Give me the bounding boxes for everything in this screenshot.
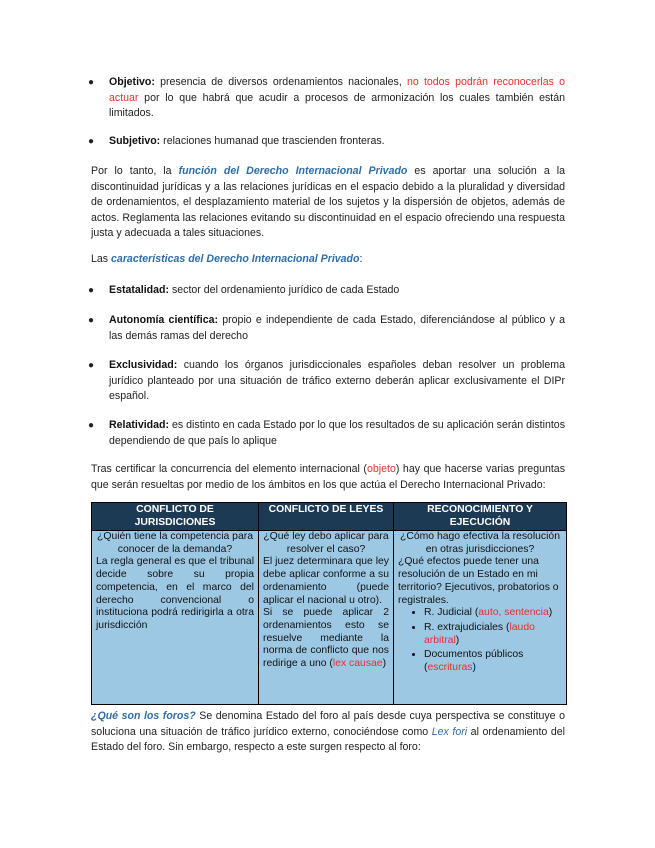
answer-text: ¿Qué efectos puede tener una resolución de un Estado en mi territorio? Ejecutivos, probatorios o registrales. xyxy=(398,556,559,606)
objetivo-text: presencia de diversos ordenamientos nacionales, xyxy=(154,76,407,88)
cell-jurisdicciones xyxy=(92,531,259,705)
answer-part: Si se puede aplicar 2 ordenamientos esto se resuelve mediante la norma de conflicto que nos redirige a uno ( xyxy=(263,607,389,670)
funcion-paragraph xyxy=(91,164,565,242)
bullet-marker: ● xyxy=(88,285,95,296)
lex-fori-term: Lex fori xyxy=(431,725,468,738)
list-item xyxy=(424,622,562,647)
cell-leyes xyxy=(259,531,394,705)
certificar-highlight: objeto xyxy=(366,463,396,475)
list-item-end: ) xyxy=(455,634,460,646)
question-text: ¿Qué ley debo aplicar para resolver el caso? xyxy=(263,531,389,555)
item-text: propio e independiente de cada Estado, diferenciándose al público y a las demás ramas del derecho xyxy=(109,314,565,342)
item-label: Exclusividad: xyxy=(109,359,178,371)
caracteristicas-intro xyxy=(91,252,565,268)
list-item-end: ) xyxy=(472,662,476,674)
ambitos-table xyxy=(91,502,567,705)
bullet-marker: ● xyxy=(88,77,95,88)
objetivo-text-end: por lo que habrá que acudir a procesos de armonización los cuales también están limitados. xyxy=(109,91,565,119)
bullet-marker: ● xyxy=(88,136,95,147)
foros-text: Se denomina Estado del foro al país desde cuya perspectiva se constituye o soluciona una situación de tráfico jurídico externo, conociéndose como xyxy=(91,710,565,738)
header-jurisdicciones: CONFLICTO DE JURISDICIONES xyxy=(92,503,259,531)
bullet-relatividad xyxy=(88,418,565,449)
cell-reconocimiento xyxy=(394,531,567,705)
list-item xyxy=(424,607,562,620)
list-item-text: R. Judicial ( xyxy=(424,607,479,619)
item-text: sector del ordenamiento jurídico de cada Estado xyxy=(169,284,400,296)
item-text: cuando los órganos jurisdiccionales españoles deban resolver un problema jurídico planteado por una situación de tráfico externo deberán aplicar exclusivamente el DIPr español. xyxy=(109,359,565,402)
bullet-exclusividad xyxy=(88,358,565,405)
certificar-paragraph xyxy=(91,462,565,493)
question-text: ¿Cómo hago efectiva la resolución en otras jurisdicciones? xyxy=(400,531,560,555)
certificar-text-end: ) hay que hacerse varias preguntas que serán resueltas por medio de los ámbitos en los que actúa el Derecho Internacional Privado: xyxy=(91,463,565,491)
caracteristicas-term: características del Derecho Internacional Privado xyxy=(111,253,360,265)
reconocimiento-list xyxy=(398,607,562,675)
list-item-text: R. extrajudiciales ( xyxy=(424,621,510,633)
item-label: Estatalidad: xyxy=(109,284,170,296)
header-leyes: CONFLICTO DE LEYES xyxy=(259,503,394,531)
table-header-row xyxy=(92,503,567,531)
list-item-highlight: laudo arbitral xyxy=(424,621,535,646)
list-item-end: ) xyxy=(548,607,553,619)
objetivo-label: Objetivo: xyxy=(109,76,155,88)
bullet-objetivo xyxy=(88,75,565,122)
header-reconocimiento: RECONOCIMIENTO Y EJECUCIÓN xyxy=(394,503,567,531)
funcion-rest: es aportar una solución a la discontinuidad jurídicas y a las relaciones jurídicas en el espacio debido a la pluralidad y diversidad de ordenamientos, el desplazamiento material de los sujetos y la dispersión de objetos, además de actos. Reglamenta las relaciones evitando su discontinuidad en el espacio ofreciendo una respuesta justa y adecuada a tales situaciones. xyxy=(91,165,565,239)
bullet-estatalidad xyxy=(88,283,565,299)
bullet-autonomia xyxy=(88,313,565,344)
list-item-highlight: auto, sentencia xyxy=(478,607,549,619)
caracteristicas-lead: Las xyxy=(91,253,112,265)
item-label: Relatividad: xyxy=(109,419,170,431)
bullet-marker: ● xyxy=(88,360,95,371)
bullet-marker: ● xyxy=(88,315,95,326)
list-item xyxy=(424,649,562,674)
subjetivo-label: Subjetivo: xyxy=(109,135,161,147)
item-label: Autonomía científica: xyxy=(109,314,219,326)
lex-causae-highlight: lex causae xyxy=(332,658,383,670)
subjetivo-text: relaciones humanad que trascienden fronteras. xyxy=(160,135,385,147)
list-item-text: Documentos públicos ( xyxy=(424,649,524,674)
caracteristicas-tail: : xyxy=(359,253,363,265)
item-text: es distinto en cada Estado por lo que los resultados de su aplicación serán distintos dependiendo de que país lo aplique xyxy=(109,419,565,447)
foros-question: ¿Qué son los foros? xyxy=(91,710,196,722)
answer-text: La regla general es que el tribunal decide sobre su propia competencia, en el marco del derecho convencional o instituciona podrá redirigirla a otra jurisdicción xyxy=(96,556,254,631)
certificar-text: Tras certificar la concurrencia del elemento internacional ( xyxy=(91,463,367,475)
question-text: ¿Quién tiene la competencia para conocer de la demanda? xyxy=(97,531,253,555)
answer-part-end: ) xyxy=(382,658,387,670)
bullet-subjetivo xyxy=(88,134,565,150)
answer-text: El juez determinara que ley debe aplicar conforme a su ordenamiento (puede aplicar el nacional u otro). xyxy=(263,556,389,606)
funcion-lead: Por lo tanto, la xyxy=(91,165,179,177)
foros-text-end: al ordenamiento del Estado del foro. Sin embargo, respecto a este surgen respecto al foro: xyxy=(91,725,565,753)
bullet-marker: ● xyxy=(88,420,95,431)
funcion-term: función del Derecho Internacional Privado xyxy=(178,165,408,177)
objetivo-highlight: no todos podrán reconocerlas o actuar xyxy=(109,76,565,104)
list-item-highlight: escrituras xyxy=(427,662,473,674)
answer-text-2 xyxy=(263,607,389,671)
table-row xyxy=(92,531,567,705)
foros-paragraph xyxy=(91,709,565,756)
